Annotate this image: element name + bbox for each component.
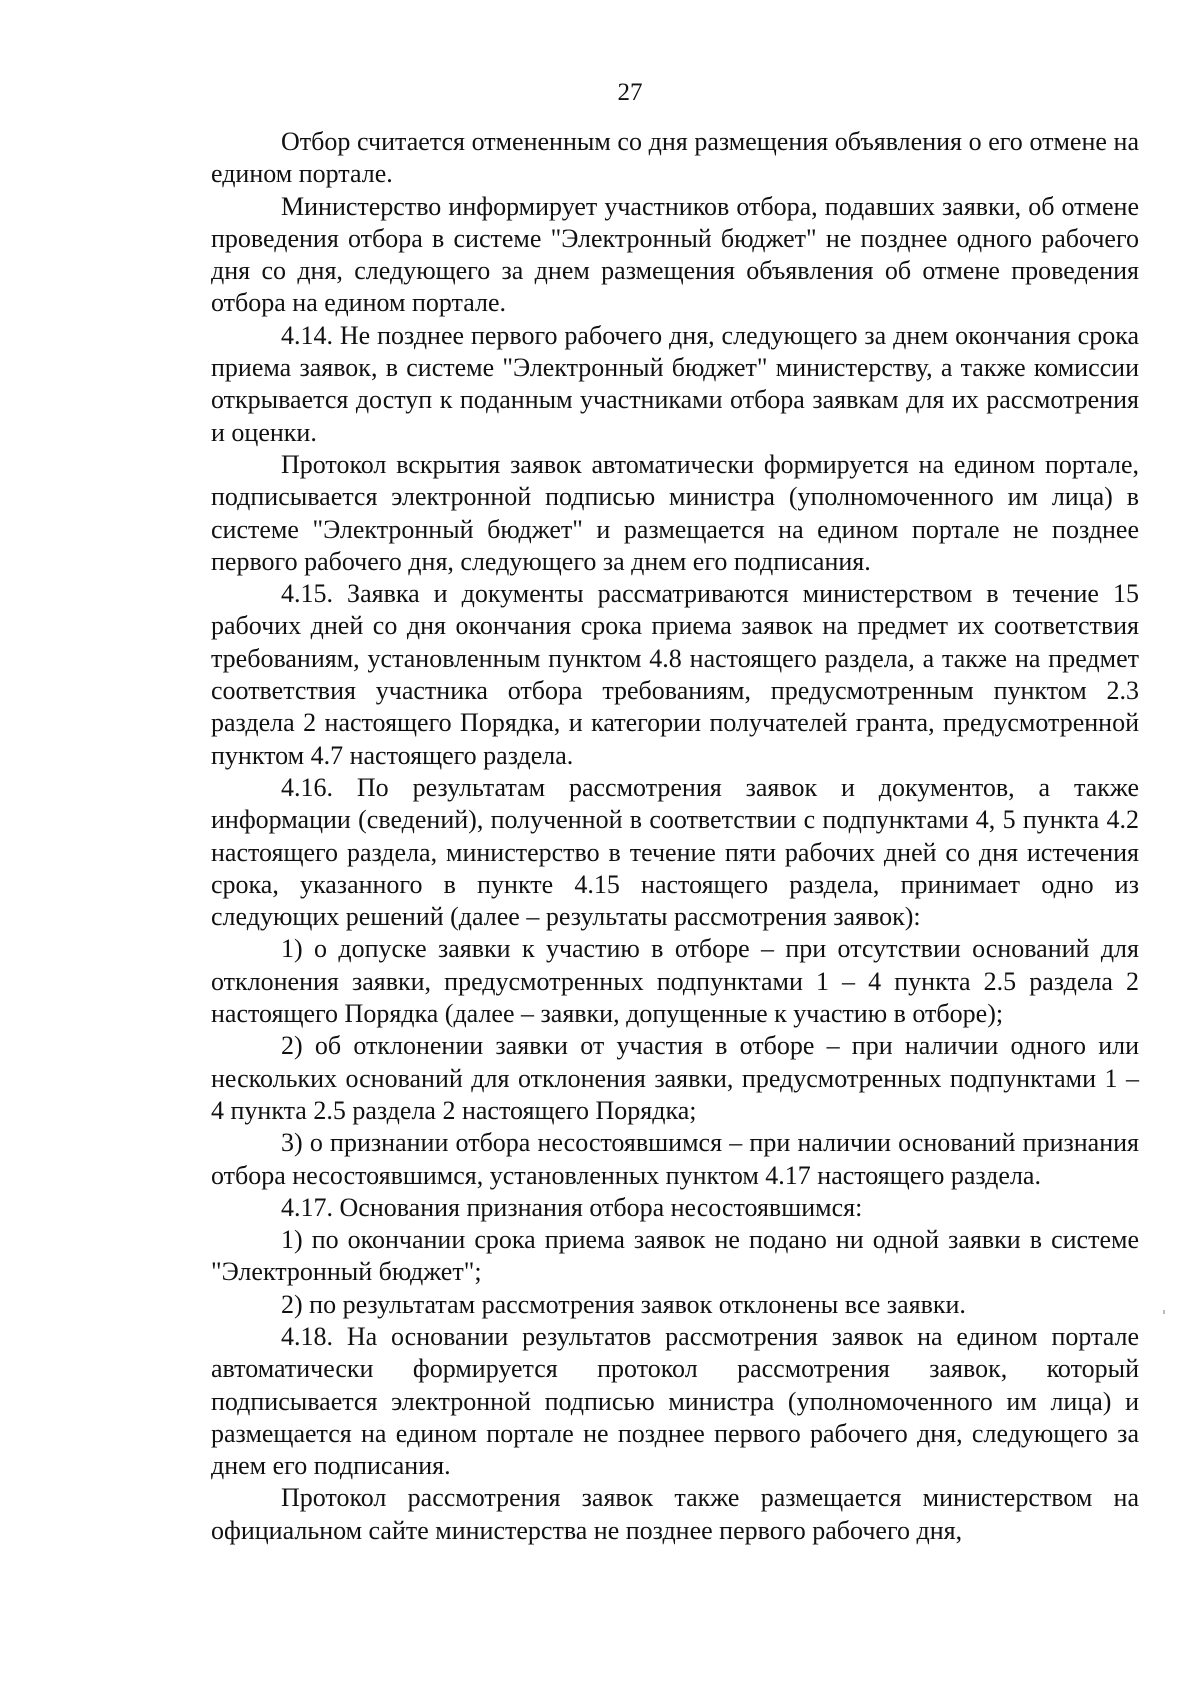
paragraph-ministry-informs: Министерство информирует участников отбора, подавших заявки, об отмене проведения отбора в системе "Электронный бюджет" не позднее одного рабочего дня со дня, следующего за днем размещения объявления об отмене проведения отбора на едином портале. [211, 191, 1139, 318]
list-item-all-rejected: 2) по результатам рассмотрения заявок отклонены все заявки. [281, 1289, 966, 1319]
document-body [211, 126, 1139, 1547]
paragraph-4-18: 4.18. На основании результатов рассмотрения заявок на едином портале автоматически формируется протокол рассмотрения заявок, который подписывается электронной подписью министра (уполномоченного им лица) и размещается на едином портале не позднее первого рабочего дня, следующего за днем его подписания. [211, 1321, 1139, 1481]
paragraph-4-15: 4.15. Заявка и документы рассматриваются министерством в течение 15 рабочих дней со дня окончания срока приема заявок на предмет их соответствия требованиям, установленным пунктом 4.8 настоящего раздела, а также на предмет соответствия участника отбора требованиям, предусмотренным пунктом 2.3 раздела 2 настоящего Порядка, и категории получателей гранта, предусмотренной пунктом 4.7 настоящего раздела. [211, 579, 1139, 770]
list-item-rejection: 2) об отклонении заявки от участия в отборе – при наличии одного или нескольких оснований для отклонения заявки, предусмотренных подпунктами 1 – 4 пункта 2.5 раздела 2 настоящего Порядка; [211, 1031, 1139, 1125]
paragraph-4-17: 4.17. Основания признания отбора несостоявшимся: [281, 1192, 863, 1222]
list-item-admission: 1) о допуске заявки к участию в отборе – при отсутствии оснований для отклонения заявки, предусмотренных подпунктами 1 – 4 пункта 2.5 раздела 2 настоящего Порядка (далее – заявки, допущенные к участию в отборе); [211, 934, 1139, 1029]
list-item-failed-selection: 3) о признании отбора несостоявшимся – при наличии оснований признания отбора несостоявшимся, установленных пунктом 4.17 настоящего раздела. [211, 1128, 1139, 1190]
scan-mark [1163, 1310, 1165, 1314]
paragraph-4-16: 4.16. По результатам рассмотрения заявок и документов, а также информации (сведений), полученной в соответствии с подпунктами 4, 5 пункта 4.2 настоящего раздела, министерство в течение пяти рабочих дней со дня истечения срока, указанного в пункте 4.15 настоящего раздела, принимает одно из следующих решений (далее – результаты рассмотрения заявок): [211, 772, 1139, 932]
list-item-no-applications: 1) по окончании срока приема заявок не подано ни одной заявки в системе "Электронный бюджет"; [211, 1225, 1139, 1287]
paragraph-selection-cancelled: Отбор считается отмененным со дня размещения объявления о его отмене на едином портале. [211, 127, 1139, 189]
paragraph-opening-protocol: Протокол вскрытия заявок автоматически формируется на едином портале, подписывается электронной подписью министра (уполномоченного им лица) в системе "Электронный бюджет" и размещается на едином портале не позднее первого рабочего дня, следующего за днем его подписания. [211, 449, 1139, 576]
paragraph-review-protocol: Протокол рассмотрения заявок также размещается министерством на официальном сайте министерства не позднее первого рабочего дня, [211, 1483, 1139, 1545]
page-number: 27 [617, 79, 643, 106]
paragraph-4-14: 4.14. Не позднее первого рабочего дня, следующего за днем окончания срока приема заявок, в системе "Электронный бюджет" министерству, а также комиссии открывается доступ к поданным участниками отбора заявкам для их рассмотрения и оценки. [211, 320, 1139, 447]
